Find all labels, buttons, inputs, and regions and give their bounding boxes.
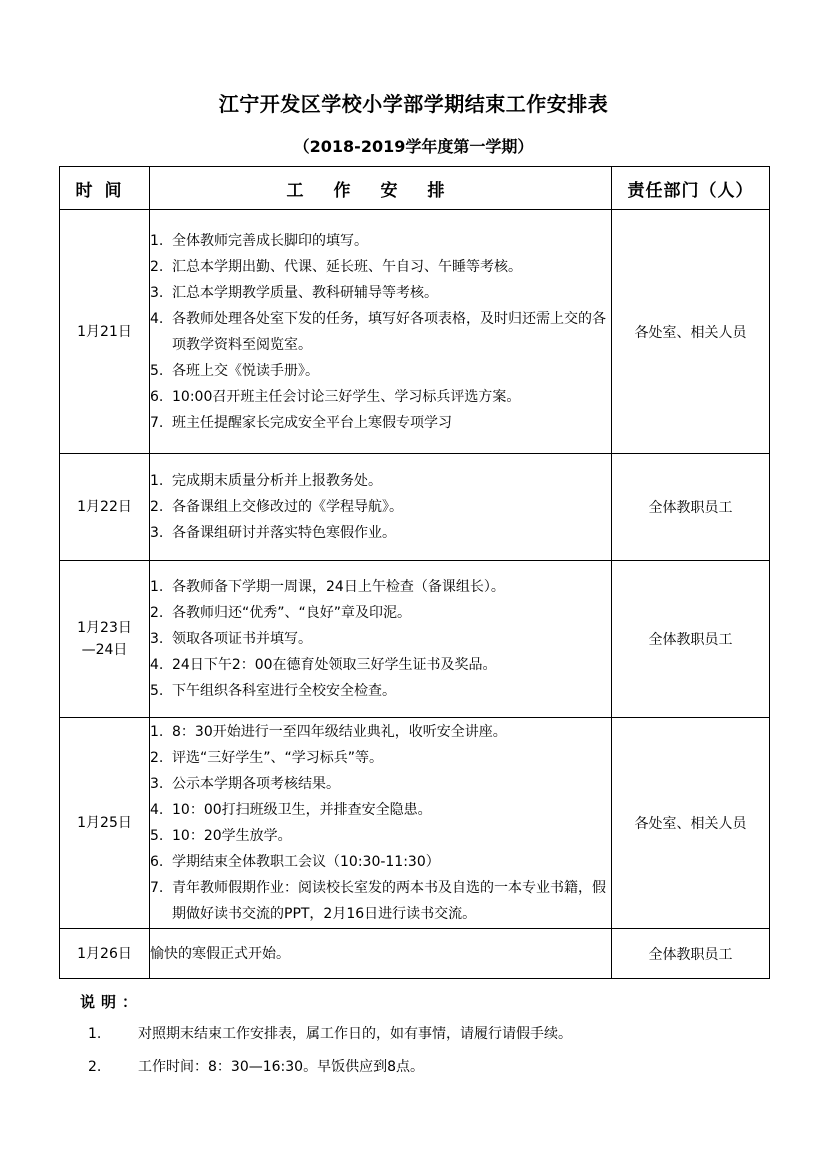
note-text: 对照期末结束工作安排表，属工作日的，如有事情，请履行请假手续。 (138, 1026, 572, 1042)
note-item (88, 1057, 424, 1077)
row-work (150, 561, 612, 718)
list-item: 1. 完成期末质量分析并上报教务处。 (150, 473, 382, 489)
list-item: 5. 下午组织各科室进行全校安全检查。 (150, 683, 396, 699)
table-row (60, 210, 770, 454)
note-text: 工作时间：8：30—16:30。早饭供应到8点。 (138, 1059, 424, 1075)
time-line: 1月21日 (77, 323, 132, 340)
list-item: 3. 各备课组研讨并落实特色寒假作业。 (150, 525, 396, 541)
header-work: 工作安排 (150, 167, 612, 210)
table-row (60, 929, 770, 979)
list-item: 1. 8：30开始进行一至四年级结业典礼，收听安全讲座。 (150, 724, 507, 740)
document-title: 江宁开发区学校小学部学期结束工作安排表 (218, 92, 609, 116)
row-time (60, 210, 150, 454)
table-row (60, 718, 770, 929)
time-line: 1月26日 (77, 945, 132, 962)
table-header-row (60, 167, 770, 210)
time-line: —24日 (81, 642, 128, 658)
document-subtitle: （2018-2019学年度第一学期） (293, 137, 534, 156)
list-item: 6. 10:00召开班主任会讨论三好学生、学习标兵评选方案。 (150, 388, 521, 405)
row-time (60, 929, 150, 979)
schedule-table (59, 166, 770, 979)
list-item: 1. 各教师备下学期一周课，24日上午检查（备课组长）。 (150, 579, 505, 595)
list-item: 4. 24日下午2：00在德育处领取三好学生证书及奖品。 (150, 657, 497, 673)
table-row (60, 561, 770, 718)
notes-heading: 说明： (80, 993, 144, 1011)
row-work (150, 929, 612, 979)
list-item: 2. 各教师归还“优秀”、“良好”章及印泥。 (150, 605, 412, 621)
list-item: 1. 全体教师完善成长脚印的填写。 (150, 232, 368, 249)
note-number: 1. (88, 1026, 102, 1042)
row-dept: 全体教职员工 (612, 454, 770, 561)
note-item (88, 1024, 572, 1044)
list-item: 3. 公示本学期各项考核结果。 (150, 776, 340, 792)
table-row (60, 454, 770, 561)
list-item: 5. 10：20学生放学。 (150, 828, 292, 844)
row-time (60, 454, 150, 561)
list-item: 2. 各备课组上交修改过的《学程导航》。 (150, 499, 403, 515)
list-item: 5. 各班上交《悦读手册》。 (150, 362, 319, 379)
list-item: 7. 青年教师假期作业：阅读校长室发的两本书及自选的一本专业书籍，假期做好读书交流的PPT，2月16日进行读书交流。 (150, 880, 606, 922)
header-dept: 责任部门（人） (612, 167, 770, 210)
row-dept: 各处室、相关人员 (612, 718, 770, 929)
row-work (150, 210, 612, 454)
list-item: 7. 班主任提醒家长完成安全平台上寒假专项学习 (150, 414, 452, 431)
row-time (60, 718, 150, 929)
row-time (60, 561, 150, 718)
row-dept: 全体教职员工 (612, 561, 770, 718)
row-dept: 各处室、相关人员 (612, 210, 770, 454)
time-line: 1月25日 (77, 815, 132, 831)
time-line: 1月22日 (77, 499, 132, 515)
list-item: 4. 各教师处理各处室下发的任务，填写好各项表格，及时归还需上交的各项教学资料至阅览室。 (150, 310, 606, 353)
list-item: 3. 汇总本学期教学质量、教科研辅导等考核。 (150, 284, 438, 301)
row-dept: 全体教职员工 (612, 929, 770, 979)
list-item: 2. 评选“三好学生”、“学习标兵”等。 (150, 750, 384, 766)
note-number: 2. (88, 1059, 102, 1075)
row-work (150, 718, 612, 929)
list-item: 2. 汇总本学期出勤、代课、延长班、午自习、午睡等考核。 (150, 258, 522, 275)
header-time: 时间 (60, 167, 150, 210)
list-item: 6. 学期结束全体教职工会议（10:30-11:30） (150, 854, 440, 870)
time-line: 1月23日 (77, 620, 132, 636)
row-text: 愉快的寒假正式开始。 (150, 945, 290, 962)
list-item: 4. 10：00打扫班级卫生，并排查安全隐患。 (150, 802, 432, 818)
list-item: 3. 领取各项证书并填写。 (150, 631, 312, 647)
row-work (150, 454, 612, 561)
